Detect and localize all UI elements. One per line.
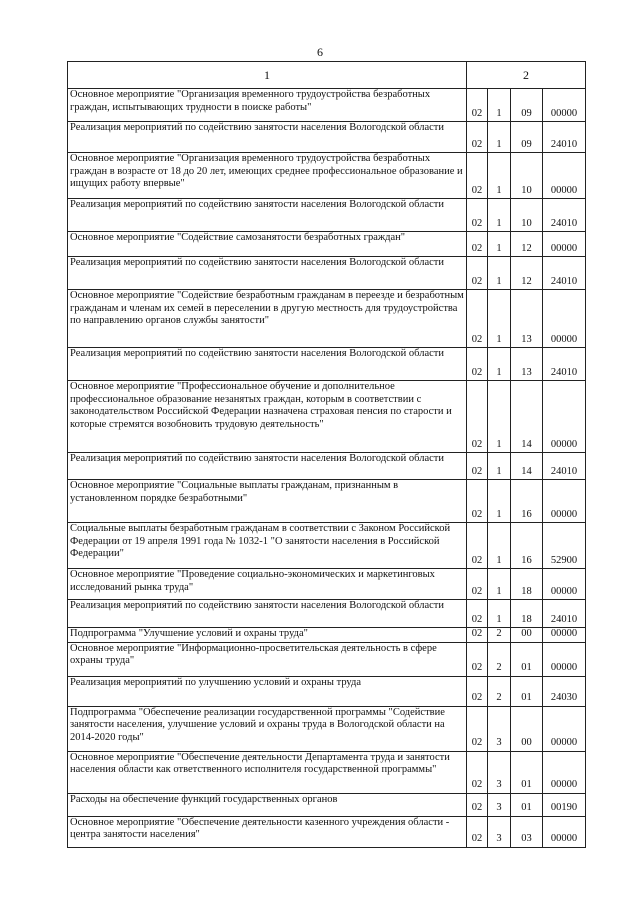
- code-subprogram: 2: [488, 628, 511, 643]
- row-name: Реализация мероприятий по содействию занятости населения Вологодской области: [68, 122, 467, 153]
- code-subprogram: 1: [488, 453, 511, 480]
- code-subprogram: 3: [488, 816, 511, 847]
- code-program: 02: [467, 232, 488, 257]
- code-program: 02: [467, 480, 488, 523]
- code-measure: 03: [511, 816, 543, 847]
- code-program: 02: [467, 628, 488, 643]
- code-direction: 00000: [543, 381, 586, 453]
- code-measure: 12: [511, 232, 543, 257]
- table-row: [68, 793, 586, 816]
- code-direction: 00000: [543, 816, 586, 847]
- code-measure: 01: [511, 676, 543, 706]
- code-measure: 16: [511, 480, 543, 523]
- table-row: [68, 600, 586, 628]
- code-direction: 24010: [543, 122, 586, 153]
- code-program: 02: [467, 290, 488, 348]
- table-row: [68, 676, 586, 706]
- code-direction: 00000: [543, 751, 586, 793]
- code-subprogram: 1: [488, 89, 511, 122]
- code-subprogram: 2: [488, 642, 511, 676]
- code-program: 02: [467, 381, 488, 453]
- code-direction: 24010: [543, 600, 586, 628]
- code-subprogram: 1: [488, 232, 511, 257]
- code-program: 02: [467, 453, 488, 480]
- code-subprogram: 1: [488, 523, 511, 569]
- code-subprogram: 3: [488, 706, 511, 751]
- code-measure: 01: [511, 751, 543, 793]
- code-measure: 16: [511, 523, 543, 569]
- row-name: Основное мероприятие "Обеспечение деятельности Департамента труда и занятости населения области как ответственного исполнителя государственной программы": [68, 751, 467, 793]
- table-row: [68, 628, 586, 643]
- code-direction: 00000: [543, 232, 586, 257]
- code-subprogram: 1: [488, 153, 511, 199]
- row-name: Основное мероприятие "Проведение социально-экономических и маркетинговых исследований рынка труда": [68, 569, 467, 600]
- code-direction: 00190: [543, 793, 586, 816]
- code-subprogram: 1: [488, 348, 511, 381]
- table-row: [68, 199, 586, 232]
- code-subprogram: 1: [488, 480, 511, 523]
- code-subprogram: 1: [488, 199, 511, 232]
- code-subprogram: 2: [488, 676, 511, 706]
- row-name: Основное мероприятие "Организация временного трудоустройства безработных граждан, испытывающих трудности в поиске работы": [68, 89, 467, 122]
- table-row: [68, 480, 586, 523]
- table-row: [68, 706, 586, 751]
- code-direction: 00000: [543, 290, 586, 348]
- row-name: Основное мероприятие "Социальные выплаты гражданам, признанным в установленном порядке безработными": [68, 480, 467, 523]
- code-program: 02: [467, 600, 488, 628]
- code-direction: 00000: [543, 706, 586, 751]
- code-direction: 00000: [543, 642, 586, 676]
- code-program: 02: [467, 751, 488, 793]
- table-row: [68, 816, 586, 847]
- code-program: 02: [467, 122, 488, 153]
- code-measure: 13: [511, 348, 543, 381]
- code-direction: 24010: [543, 257, 586, 290]
- row-name: Основное мероприятие "Содействие безработным гражданам в переезде и безработным гражданам и членам их семей в переселении в другую местность для трудоустройства по направлению органов службы занятости": [68, 290, 467, 348]
- code-measure: 14: [511, 453, 543, 480]
- table-row: [68, 257, 586, 290]
- row-name: Основное мероприятие "Информационно-просветительская деятельность в сфере охраны труда": [68, 642, 467, 676]
- table-row: [68, 348, 586, 381]
- code-subprogram: 1: [488, 569, 511, 600]
- table-row: [68, 569, 586, 600]
- code-program: 02: [467, 89, 488, 122]
- code-program: 02: [467, 153, 488, 199]
- code-program: 02: [467, 816, 488, 847]
- table-row: [68, 122, 586, 153]
- table-row: [68, 381, 586, 453]
- header-col-1: 1: [68, 62, 467, 89]
- code-direction: 00000: [543, 569, 586, 600]
- code-measure: 18: [511, 569, 543, 600]
- code-subprogram: 1: [488, 122, 511, 153]
- table-row: [68, 290, 586, 348]
- budget-classification-table: [67, 61, 586, 848]
- table-row: [68, 232, 586, 257]
- row-name: Реализация мероприятий по содействию занятости населения Вологодской области: [68, 600, 467, 628]
- code-program: 02: [467, 523, 488, 569]
- code-direction: 24030: [543, 676, 586, 706]
- table-row: [68, 453, 586, 480]
- code-direction: 00000: [543, 153, 586, 199]
- code-subprogram: 1: [488, 381, 511, 453]
- row-name: Подпрограмма "Улучшение условий и охраны труда": [68, 628, 467, 643]
- code-measure: 12: [511, 257, 543, 290]
- table-row: [68, 89, 586, 122]
- row-name: Подпрограмма "Обеспечение реализации государственной программы "Содействие занятости населения, улучшение условий и охраны труда в Вологодской области на 2014-2020 годы": [68, 706, 467, 751]
- row-name: Реализация мероприятий по улучшению условий и охраны труда: [68, 676, 467, 706]
- row-name: Основное мероприятие "Содействие самозанятости безработных граждан": [68, 232, 467, 257]
- code-program: 02: [467, 257, 488, 290]
- table-row: [68, 751, 586, 793]
- row-name: Реализация мероприятий по содействию занятости населения Вологодской области: [68, 257, 467, 290]
- code-direction: 24010: [543, 199, 586, 232]
- code-direction: 00000: [543, 480, 586, 523]
- code-program: 02: [467, 793, 488, 816]
- row-name: Реализация мероприятий по содействию занятости населения Вологодской области: [68, 348, 467, 381]
- code-direction: 00000: [543, 89, 586, 122]
- code-measure: 01: [511, 642, 543, 676]
- row-name: Реализация мероприятий по содействию занятости населения Вологодской области: [68, 453, 467, 480]
- table-row: [68, 642, 586, 676]
- table-row: [68, 523, 586, 569]
- table-header-row: [68, 62, 586, 89]
- code-program: 02: [467, 706, 488, 751]
- code-direction: 00000: [543, 628, 586, 643]
- code-direction: 24010: [543, 348, 586, 381]
- code-subprogram: 1: [488, 600, 511, 628]
- code-program: 02: [467, 199, 488, 232]
- row-name: Расходы на обеспечение функций государственных органов: [68, 793, 467, 816]
- code-direction: 52900: [543, 523, 586, 569]
- row-name: Социальные выплаты безработным гражданам в соответствии с Законом Российской Федерации от 19 апреля 1991 года № 1032-1 "О занятости населения в Российской Федерации": [68, 523, 467, 569]
- page-number: 6: [317, 45, 323, 59]
- code-program: 02: [467, 569, 488, 600]
- code-program: 02: [467, 676, 488, 706]
- code-direction: 24010: [543, 453, 586, 480]
- table-row: [68, 153, 586, 199]
- code-measure: 10: [511, 153, 543, 199]
- header-col-2: 2: [467, 62, 586, 89]
- table-body: [68, 89, 586, 848]
- row-name: Основное мероприятие "Обеспечение деятельности казенного учреждения области - центра занятости населения": [68, 816, 467, 847]
- code-measure: 09: [511, 89, 543, 122]
- code-subprogram: 3: [488, 793, 511, 816]
- code-measure: 09: [511, 122, 543, 153]
- code-subprogram: 1: [488, 257, 511, 290]
- code-subprogram: 3: [488, 751, 511, 793]
- code-measure: 18: [511, 600, 543, 628]
- code-measure: 14: [511, 381, 543, 453]
- code-measure: 13: [511, 290, 543, 348]
- row-name: Основное мероприятие "Профессиональное обучение и дополнительное профессиональное образование незанятых граждан, которым в соответствии с законодательством Российской Федерации назначена страховая пенсия по старости и которые стремятся возобновить трудовую деятельность": [68, 381, 467, 453]
- code-measure: 00: [511, 706, 543, 751]
- code-program: 02: [467, 642, 488, 676]
- code-measure: 10: [511, 199, 543, 232]
- row-name: Основное мероприятие "Организация временного трудоустройства безработных граждан в возрасте от 18 до 20 лет, имеющих среднее профессиональное образование и ищущих работу впервые": [68, 153, 467, 199]
- code-subprogram: 1: [488, 290, 511, 348]
- row-name: Реализация мероприятий по содействию занятости населения Вологодской области: [68, 199, 467, 232]
- code-measure: 01: [511, 793, 543, 816]
- code-measure: 00: [511, 628, 543, 643]
- code-program: 02: [467, 348, 488, 381]
